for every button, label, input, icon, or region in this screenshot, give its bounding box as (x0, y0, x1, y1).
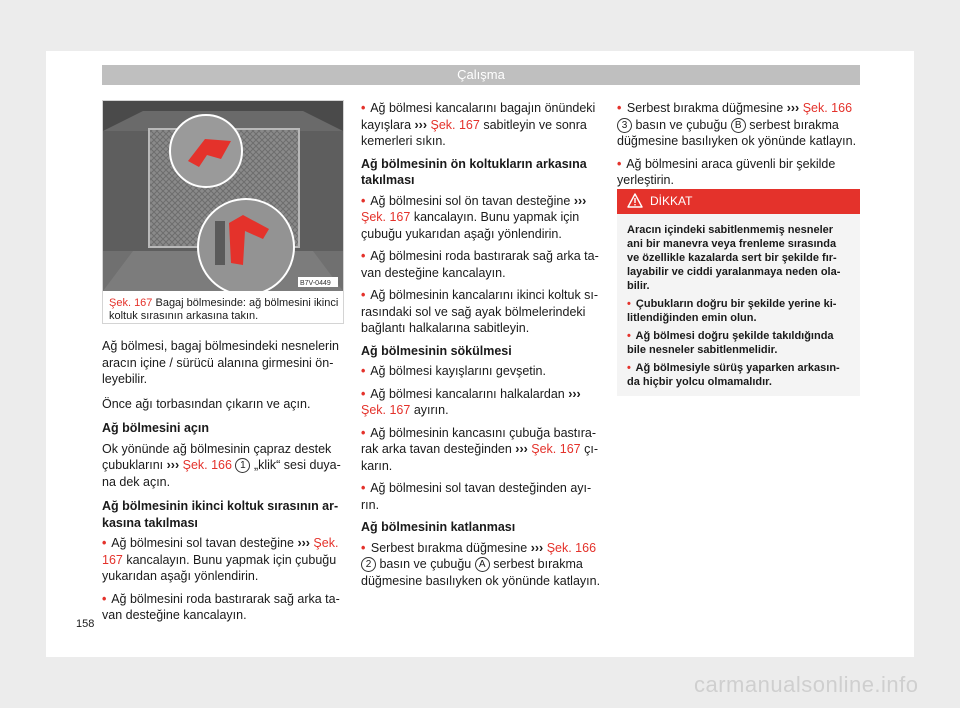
callout-number: 3 (617, 118, 632, 133)
list-item: • Ağ bölmesini araca güvenli bir şekilde yerleştirin. (617, 156, 836, 187)
callout-number: 1 (235, 458, 250, 473)
figure-caption (109, 297, 339, 323)
bullet-icon: • (361, 540, 366, 555)
ref-arrow-icon: ››› (515, 442, 528, 456)
ref-link[interactable]: Şek. 167 (531, 442, 581, 456)
column-2 (361, 100, 601, 595)
list-item: • Ağ bölmesi kancalarını halkalardan ››› Şek. 167 ayırın. (361, 386, 581, 417)
bullet-icon: • (627, 362, 631, 374)
net-partition-illustration (103, 101, 343, 291)
watermark: carmanualsonline.info (694, 672, 919, 697)
callout-letter: B (731, 118, 746, 133)
intro-text: Ağ bölmesi, bagaj bölmesindeki nesnelerin aracın içine / sürücü alanına girmesini ön- leyebilir. (102, 339, 339, 386)
column-3 (617, 100, 860, 195)
ref-link[interactable]: Şek. 167 (102, 536, 339, 567)
ref-arrow-icon: ››› (414, 117, 428, 132)
ref-arrow-icon: ››› (786, 101, 800, 115)
bullet-icon: • (361, 288, 366, 302)
ref-link[interactable]: Şek. 167 (361, 210, 411, 224)
heading-second-row: Ağ bölmesinin ikinci koltuk sırasının ar- kasına takılması (102, 499, 339, 530)
ref-arrow-icon: ››› (568, 386, 581, 401)
bullet-icon: • (627, 330, 631, 342)
ref-link[interactable]: Şek. 166 (182, 458, 232, 472)
ref-arrow-icon: ››› (297, 536, 310, 550)
page-header: Çalışma (102, 65, 860, 85)
ref-link[interactable]: Şek. 167 (361, 403, 411, 417)
callout-number: 2 (361, 557, 376, 572)
callout-letter: A (475, 557, 490, 572)
bullet-icon: • (361, 193, 366, 208)
bullet-icon: • (361, 249, 366, 263)
list-item: • Ağ bölmesinin kancasını çubuğa bastıra- rak arka tavan desteğinden ››› Şek. 167 çı- karın. (361, 425, 598, 473)
bullet-icon: • (361, 481, 366, 495)
heading-fold: Ağ bölmesinin katlanması (361, 520, 516, 534)
list-item: • Serbest bırakma düğmesine ››› Şek. 166 3 basın ve çubuğu B serbest bırakma düğmesine basılıyken ok yönünde katlayın. (617, 101, 857, 148)
bullet-icon: • (361, 386, 366, 401)
heading-front-seats: Ağ bölmesinin ön koltukların arkasına takılması (361, 156, 587, 187)
warning-text: Aracın içindeki sabitlenmemiş nesneler ani bir manevra veya frenleme sırasında ve özellikle kazalarda sert bir şekilde fır- layabilir ve ciddi yaralanmaya neden ola- bilir. (627, 224, 841, 292)
warning-title: DİKKAT (650, 194, 693, 208)
ref-link[interactable]: Şek. 166 (546, 540, 597, 555)
bullet-icon: • (627, 298, 631, 310)
warning-header (617, 189, 860, 214)
heading-open: Ağ bölmesini açın (102, 421, 209, 435)
bullet-icon: • (102, 536, 107, 550)
figure-167 (102, 100, 344, 324)
ref-link[interactable]: Şek. 167 (430, 117, 480, 132)
warning-item: • Ağ bölmesi doğru şekilde takıldığında bile nesneler sabitlenmelidir. (627, 330, 834, 356)
bullet-icon: • (617, 101, 622, 115)
bullet-icon: • (361, 425, 366, 440)
bullet-icon: • (361, 101, 366, 115)
list-item: • Ağ bölmesini sol tavan desteğine ››› Şek. 167 kancalayın. Bunu yapmak için çubuğu yukarıdan aşağı yönlendirin. (102, 536, 339, 583)
warning-body (617, 214, 860, 389)
bullet-icon: • (617, 156, 622, 171)
list-item: • Ağ bölmesi kayışlarını gevşetin. (361, 364, 546, 378)
list-item: • Ağ bölmesini roda bastırarak sağ arka ta- van desteğine kancalayın. (361, 249, 599, 280)
heading-remove: Ağ bölmesinin sökülmesi (361, 343, 512, 358)
ref-arrow-icon: ››› (530, 540, 544, 555)
list-item: • Ağ bölmesini roda bastırarak sağ arka ta- van desteğine kancalayın. (102, 591, 340, 622)
warning-item: • Çubukların doğru bir şekilde yerine ki- litlendiğinden emin olun. (627, 298, 837, 324)
warning-box (617, 189, 860, 396)
instruction-text: Önce ağı torbasından çıkarın ve açın. (102, 396, 311, 411)
open-step: Ok yönünde ağ bölmesinin çapraz destek çubuklarını ››› Şek. 166 1 „klik“ sesi duya- na dek açın. (102, 441, 341, 489)
bullet-icon: • (361, 364, 366, 378)
warning-item: • Ağ bölmesiyle sürüş yaparken arkasın- da hiçbir yolcu olmamalıdır. (627, 362, 840, 388)
ref-arrow-icon: ››› (166, 458, 180, 472)
caption-text: Bagaj bölmesinde: ağ bölmesini ikinci koltuk sırasının arkasına takın. (109, 297, 339, 322)
page-number: 158 (76, 618, 95, 630)
list-item: • Ağ bölmesi kancalarını bagajın önündeki kayışlara ››› Şek. 167 sabitleyin ve sonra kemerleri sıkın. (361, 101, 596, 148)
ref-link[interactable]: Şek. 166 (802, 101, 853, 115)
figure-code: B7V-0449 (300, 280, 331, 287)
warning-triangle-icon (627, 193, 643, 208)
bullet-icon: • (102, 591, 107, 606)
list-item: • Ağ bölmesini sol tavan desteğinden ayı- rın. (361, 481, 592, 512)
caption-label[interactable]: Şek. 167 (109, 297, 153, 309)
list-item: • Serbest bırakma düğmesine ››› Şek. 166 2 basın ve çubuğu A serbest bırakma düğmesine basılıyken ok yönünde katlayın. (361, 540, 601, 588)
list-item: • Ağ bölmesinin kancalarını ikinci koltuk sı- rasındaki sol ve sağ ayak bölmelerindeki bağlantı halkalarına sabitleyin. (361, 288, 599, 335)
list-item: • Ağ bölmesini sol ön tavan desteğine ››› Şek. 167 kancalayın. Bunu yapmak için çubuğu yukarıdan aşağı yönlendirin. (361, 193, 587, 241)
ref-arrow-icon: ››› (573, 193, 587, 208)
column-1 (102, 338, 342, 630)
